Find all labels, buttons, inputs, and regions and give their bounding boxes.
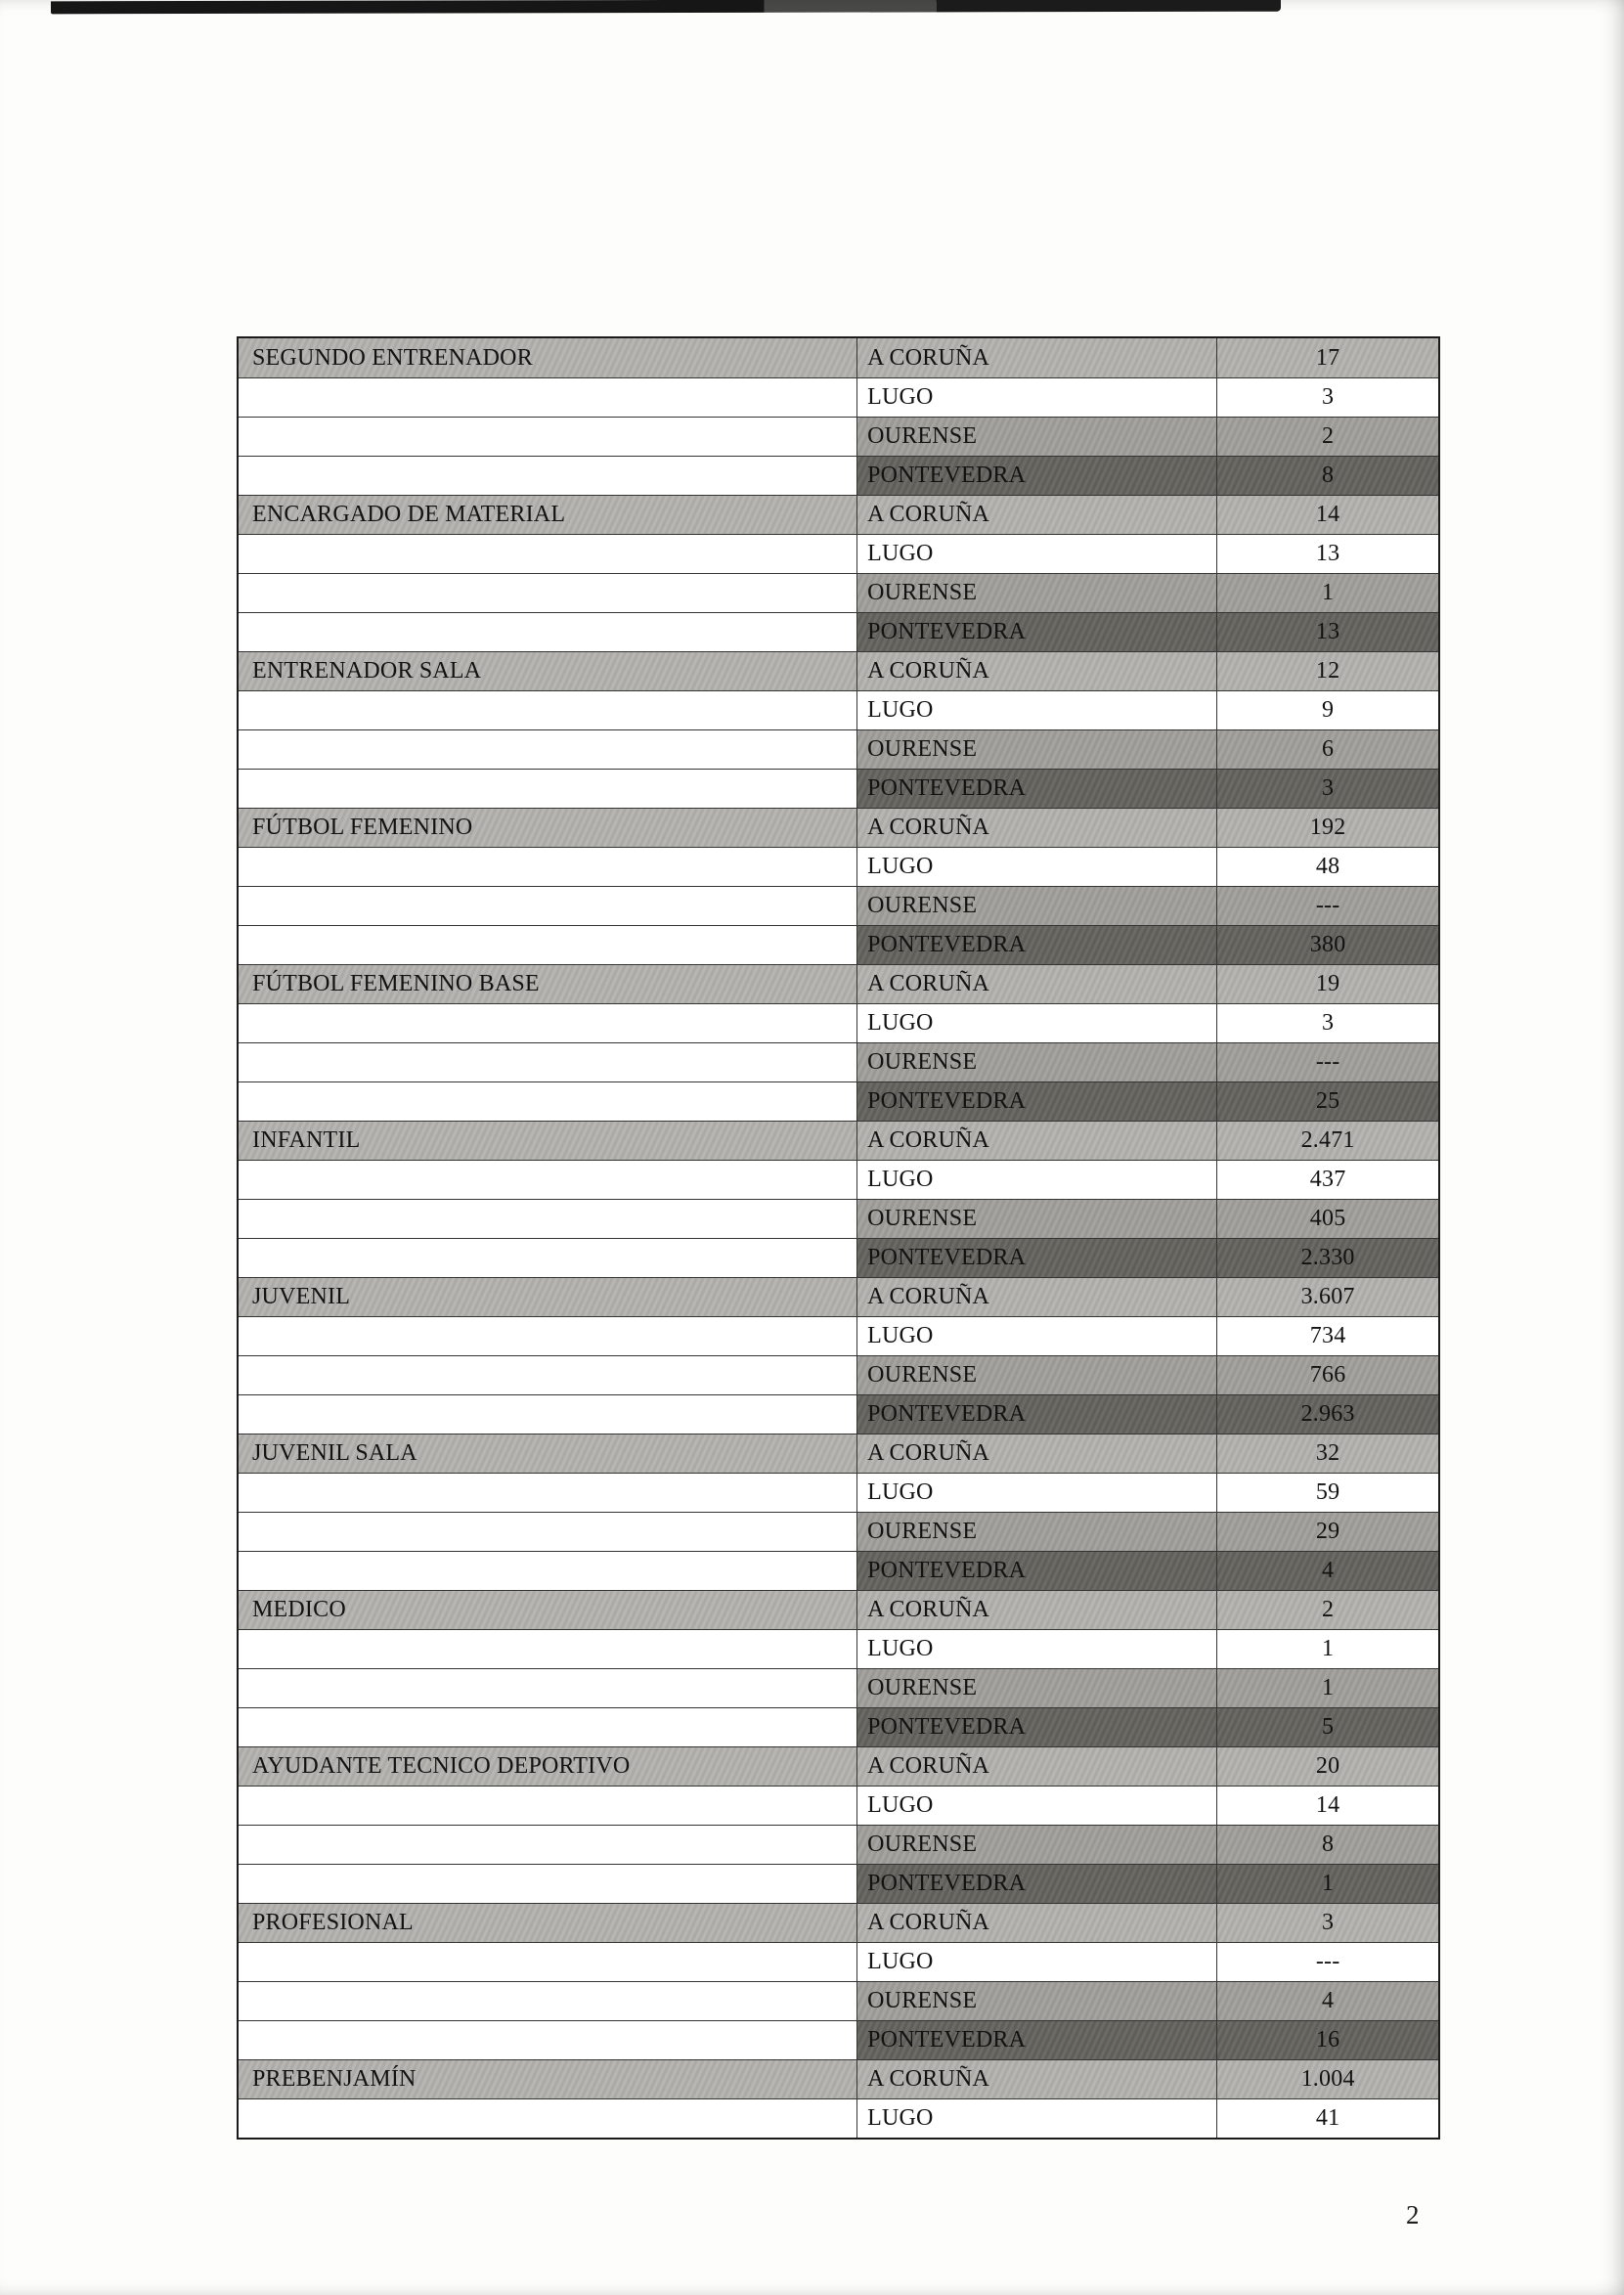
table-row bbox=[239, 534, 1438, 573]
table-row bbox=[239, 1746, 1438, 1786]
category-cell bbox=[239, 926, 857, 964]
category-cell bbox=[239, 770, 857, 808]
table-row bbox=[239, 1394, 1438, 1434]
category-cell bbox=[239, 613, 857, 651]
table-row bbox=[239, 1277, 1438, 1316]
value-cell: --- bbox=[1217, 1043, 1438, 1081]
province-cell: A CORUÑA bbox=[857, 1434, 1217, 1473]
category-cell bbox=[239, 1708, 857, 1746]
table-row bbox=[239, 456, 1438, 495]
table-row bbox=[239, 573, 1438, 612]
province-cell: PONTEVEDRA bbox=[857, 613, 1217, 651]
category-cell bbox=[239, 1630, 857, 1668]
province-cell: LUGO bbox=[857, 378, 1217, 417]
category-cell bbox=[239, 730, 857, 769]
province-cell: OURENSE bbox=[857, 1356, 1217, 1394]
category-cell bbox=[239, 1787, 857, 1825]
category-cell bbox=[239, 1865, 857, 1903]
table-row bbox=[239, 1238, 1438, 1277]
category-cell bbox=[239, 1943, 857, 1981]
province-cell: A CORUÑA bbox=[857, 1591, 1217, 1629]
value-cell: 5 bbox=[1217, 1708, 1438, 1746]
table-row bbox=[239, 1316, 1438, 1355]
category-cell bbox=[239, 1982, 857, 2020]
province-cell: LUGO bbox=[857, 2099, 1217, 2138]
category-cell bbox=[239, 574, 857, 612]
value-cell: 734 bbox=[1217, 1317, 1438, 1355]
table-row bbox=[239, 886, 1438, 925]
table-row bbox=[239, 1590, 1438, 1629]
table-row bbox=[239, 925, 1438, 964]
table-row bbox=[239, 1551, 1438, 1590]
table-row bbox=[239, 1825, 1438, 1864]
value-cell: 13 bbox=[1217, 613, 1438, 651]
table-row bbox=[239, 1121, 1438, 1160]
value-cell: 25 bbox=[1217, 1082, 1438, 1121]
category-cell: AYUDANTE TECNICO DEPORTIVO bbox=[239, 1747, 857, 1786]
value-cell: 19 bbox=[1217, 965, 1438, 1003]
value-cell: 4 bbox=[1217, 1982, 1438, 2020]
province-cell: OURENSE bbox=[857, 1513, 1217, 1551]
category-cell bbox=[239, 535, 857, 573]
value-cell: 8 bbox=[1217, 1826, 1438, 1864]
table-row bbox=[239, 1629, 1438, 1668]
province-cell: A CORUÑA bbox=[857, 809, 1217, 847]
province-cell: LUGO bbox=[857, 691, 1217, 729]
province-cell: PONTEVEDRA bbox=[857, 1082, 1217, 1121]
province-cell: OURENSE bbox=[857, 730, 1217, 769]
value-cell: 48 bbox=[1217, 848, 1438, 886]
category-cell bbox=[239, 2021, 857, 2059]
province-cell: LUGO bbox=[857, 535, 1217, 573]
category-cell bbox=[239, 1474, 857, 1512]
value-cell: 2.330 bbox=[1217, 1239, 1438, 1277]
table-row bbox=[239, 2020, 1438, 2059]
category-cell bbox=[239, 1043, 857, 1081]
province-cell: A CORUÑA bbox=[857, 1904, 1217, 1942]
category-cell bbox=[239, 457, 857, 495]
category-cell bbox=[239, 1826, 857, 1864]
table-row bbox=[239, 377, 1438, 417]
table-row bbox=[239, 847, 1438, 886]
province-cell: OURENSE bbox=[857, 574, 1217, 612]
table-row bbox=[239, 612, 1438, 651]
value-cell: 8 bbox=[1217, 457, 1438, 495]
table-row bbox=[239, 1473, 1438, 1512]
province-cell: LUGO bbox=[857, 1943, 1217, 1981]
category-cell bbox=[239, 691, 857, 729]
province-cell: PONTEVEDRA bbox=[857, 1395, 1217, 1434]
category-cell: JUVENIL SALA bbox=[239, 1434, 857, 1473]
category-cell bbox=[239, 848, 857, 886]
category-cell bbox=[239, 1395, 857, 1434]
category-cell bbox=[239, 1552, 857, 1590]
table-row bbox=[239, 338, 1438, 377]
table-row bbox=[239, 1668, 1438, 1707]
value-cell: 12 bbox=[1217, 652, 1438, 690]
value-cell: 380 bbox=[1217, 926, 1438, 964]
province-cell: PONTEVEDRA bbox=[857, 926, 1217, 964]
province-cell: LUGO bbox=[857, 1787, 1217, 1825]
category-cell: PROFESIONAL bbox=[239, 1904, 857, 1942]
category-cell bbox=[239, 887, 857, 925]
table-row bbox=[239, 651, 1438, 690]
value-cell: 1 bbox=[1217, 1865, 1438, 1903]
value-cell: 17 bbox=[1217, 338, 1438, 377]
value-cell: 2.471 bbox=[1217, 1122, 1438, 1160]
value-cell: 32 bbox=[1217, 1434, 1438, 1473]
value-cell: 59 bbox=[1217, 1474, 1438, 1512]
province-cell: A CORUÑA bbox=[857, 2060, 1217, 2098]
value-cell: --- bbox=[1217, 887, 1438, 925]
table-row bbox=[239, 1903, 1438, 1942]
province-cell: PONTEVEDRA bbox=[857, 1239, 1217, 1277]
category-cell: SEGUNDO ENTRENADOR bbox=[239, 338, 857, 377]
table-row bbox=[239, 1981, 1438, 2020]
province-cell: A CORUÑA bbox=[857, 652, 1217, 690]
category-cell bbox=[239, 1513, 857, 1551]
value-cell: 2 bbox=[1217, 418, 1438, 456]
province-cell: A CORUÑA bbox=[857, 1747, 1217, 1786]
province-cell: A CORUÑA bbox=[857, 338, 1217, 377]
value-cell: 3.607 bbox=[1217, 1278, 1438, 1316]
province-cell: PONTEVEDRA bbox=[857, 457, 1217, 495]
category-cell: ENTRENADOR SALA bbox=[239, 652, 857, 690]
category-cell bbox=[239, 378, 857, 417]
value-cell: 1 bbox=[1217, 574, 1438, 612]
stats-table bbox=[237, 336, 1440, 2140]
province-cell: LUGO bbox=[857, 848, 1217, 886]
province-cell: OURENSE bbox=[857, 418, 1217, 456]
value-cell: 14 bbox=[1217, 496, 1438, 534]
table-row bbox=[239, 1199, 1438, 1238]
province-cell: A CORUÑA bbox=[857, 965, 1217, 1003]
table-row bbox=[239, 1512, 1438, 1551]
value-cell: 2 bbox=[1217, 1591, 1438, 1629]
table-row bbox=[239, 1042, 1438, 1081]
province-cell: PONTEVEDRA bbox=[857, 2021, 1217, 2059]
table-row bbox=[239, 1160, 1438, 1199]
table-row bbox=[239, 1786, 1438, 1825]
table-row bbox=[239, 1707, 1438, 1746]
value-cell: 437 bbox=[1217, 1161, 1438, 1199]
table-row bbox=[239, 1355, 1438, 1394]
table-row bbox=[239, 964, 1438, 1003]
province-cell: OURENSE bbox=[857, 1669, 1217, 1707]
value-cell: 41 bbox=[1217, 2099, 1438, 2138]
province-cell: OURENSE bbox=[857, 1200, 1217, 1238]
table-row bbox=[239, 1864, 1438, 1903]
category-cell: PREBENJAMÍN bbox=[239, 2060, 857, 2098]
value-cell: 3 bbox=[1217, 1004, 1438, 1042]
category-cell bbox=[239, 418, 857, 456]
province-cell: PONTEVEDRA bbox=[857, 1708, 1217, 1746]
province-cell: OURENSE bbox=[857, 1982, 1217, 2020]
value-cell: 14 bbox=[1217, 1787, 1438, 1825]
province-cell: A CORUÑA bbox=[857, 1122, 1217, 1160]
category-cell bbox=[239, 1239, 857, 1277]
value-cell: 766 bbox=[1217, 1356, 1438, 1394]
category-cell bbox=[239, 1161, 857, 1199]
table-row bbox=[239, 690, 1438, 729]
category-cell bbox=[239, 1669, 857, 1707]
province-cell: PONTEVEDRA bbox=[857, 770, 1217, 808]
category-cell: JUVENIL bbox=[239, 1278, 857, 1316]
table-row bbox=[239, 2098, 1438, 2138]
province-cell: OURENSE bbox=[857, 1826, 1217, 1864]
province-cell: A CORUÑA bbox=[857, 496, 1217, 534]
category-cell: ENCARGADO DE MATERIAL bbox=[239, 496, 857, 534]
value-cell: 9 bbox=[1217, 691, 1438, 729]
category-cell: FÚTBOL FEMENINO BASE bbox=[239, 965, 857, 1003]
category-cell bbox=[239, 1200, 857, 1238]
value-cell: 16 bbox=[1217, 2021, 1438, 2059]
value-cell: 1.004 bbox=[1217, 2060, 1438, 2098]
category-cell bbox=[239, 1082, 857, 1121]
page-number: 2 bbox=[1406, 2200, 1420, 2229]
category-cell: MEDICO bbox=[239, 1591, 857, 1629]
table-row bbox=[239, 495, 1438, 534]
province-cell: A CORUÑA bbox=[857, 1278, 1217, 1316]
province-cell: LUGO bbox=[857, 1004, 1217, 1042]
value-cell: 29 bbox=[1217, 1513, 1438, 1551]
category-cell bbox=[239, 2099, 857, 2138]
table-row bbox=[239, 417, 1438, 456]
category-cell bbox=[239, 1356, 857, 1394]
table-row bbox=[239, 1942, 1438, 1981]
value-cell: --- bbox=[1217, 1943, 1438, 1981]
table-row bbox=[239, 1081, 1438, 1121]
value-cell: 6 bbox=[1217, 730, 1438, 769]
category-cell: INFANTIL bbox=[239, 1122, 857, 1160]
table-row bbox=[239, 2059, 1438, 2098]
province-cell: OURENSE bbox=[857, 1043, 1217, 1081]
value-cell: 192 bbox=[1217, 809, 1438, 847]
province-cell: PONTEVEDRA bbox=[857, 1552, 1217, 1590]
value-cell: 405 bbox=[1217, 1200, 1438, 1238]
province-cell: LUGO bbox=[857, 1474, 1217, 1512]
table-row bbox=[239, 1434, 1438, 1473]
value-cell: 3 bbox=[1217, 770, 1438, 808]
category-cell bbox=[239, 1317, 857, 1355]
table-row bbox=[239, 769, 1438, 808]
value-cell: 1 bbox=[1217, 1669, 1438, 1707]
category-cell bbox=[239, 1004, 857, 1042]
province-cell: OURENSE bbox=[857, 887, 1217, 925]
value-cell: 20 bbox=[1217, 1747, 1438, 1786]
province-cell: LUGO bbox=[857, 1630, 1217, 1668]
value-cell: 1 bbox=[1217, 1630, 1438, 1668]
value-cell: 13 bbox=[1217, 535, 1438, 573]
table-row bbox=[239, 1003, 1438, 1042]
value-cell: 4 bbox=[1217, 1552, 1438, 1590]
value-cell: 3 bbox=[1217, 378, 1438, 417]
scan-artifact-top-edge bbox=[51, 0, 1281, 14]
table-row bbox=[239, 808, 1438, 847]
province-cell: LUGO bbox=[857, 1317, 1217, 1355]
category-cell: FÚTBOL FEMENINO bbox=[239, 809, 857, 847]
value-cell: 3 bbox=[1217, 1904, 1438, 1942]
province-cell: PONTEVEDRA bbox=[857, 1865, 1217, 1903]
value-cell: 2.963 bbox=[1217, 1395, 1438, 1434]
table-row bbox=[239, 729, 1438, 769]
province-cell: LUGO bbox=[857, 1161, 1217, 1199]
